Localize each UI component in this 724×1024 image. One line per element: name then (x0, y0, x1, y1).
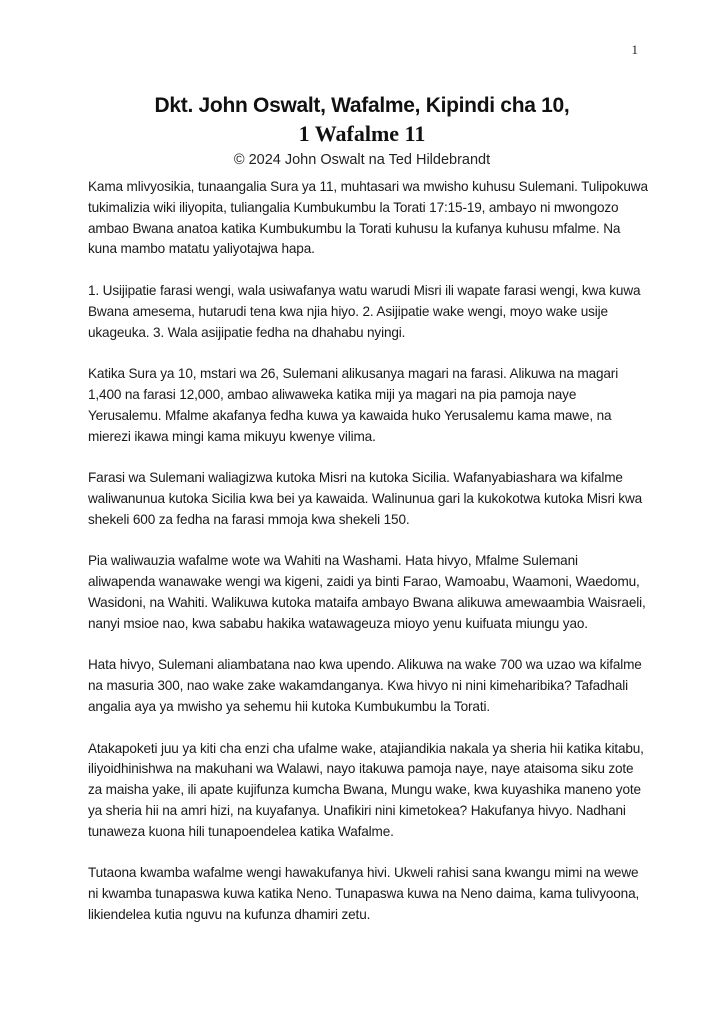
copyright-line: © 2024 John Oswalt na Ted Hildebrandt (233, 152, 491, 168)
document-header (0, 92, 724, 170)
document-body (88, 177, 648, 946)
paragraph-4: Farasi wa Sulemani waliagizwa kutoka Misri na kutoka Sicilia. Wafanyabiashara wa kifalme waliwanunua kutoka Sicilia kwa bei ya kawaida. Walinunua gari la kukokotwa kutoka Misri kwa shekeli 600 za fedha na farasi mmoja kwa shekeli 150. (88, 470, 643, 527)
paragraph-1: Kama mlivyosikia, tunaangalia Sura ya 11, muhtasari wa mwisho kuhusu Sulemani. Tulipokuwa tukimalizia wiki iliyopita, tuliangalia Kumbukumbu la Torati 17:15-19, ambayo ni mwongozo ambao Bwana anatoa katika Kumbukumbu la Torati kuhusu la kufanya kuhusu mfalme. Na kuna mambo matatu yaliyotajwa hapa. (88, 179, 648, 257)
paragraph-3: Katika Sura ya 10, mstari wa 26, Sulemani alikusanya magari na farasi. Alikuwa na magari 1,400 na farasi 12,000, ambao aliwaweka katika miji ya magari na pia pamoja naye Yerusalemu. Mfalme akafanya fedha kuwa ya kawaida huko Yerusalemu kama mawe, na mierezi ikawa mingi kama mikuyu kwenye vilima. (88, 366, 619, 444)
paragraph-6: Hata hivyo, Sulemani aliambatana nao kwa upendo. Alikuwa na wake 700 wa uzao wa kifalme na masuria 300, nao wake zake wakamdanganya. Kwa hivyo ni nini kimeharibika? Tafadhali angalia aya ya mwisho ya sehemu hii kutoka Kumbukumbu la Torati. (88, 657, 642, 714)
paragraph-8: Tutaona kwamba wafalme wengi hawakufanya hivi. Ukweli rahisi sana kwangu mimi na wewe ni kwamba tunapaswa kuwa katika Neno. Tunapaswa kuwa na Neno daima, kama tulivyoona, likiendelea kutia nguvu na kufunza dhamiri zetu. (88, 865, 640, 922)
paragraph-2: 1. Usijipatie farasi wengi, wala usiwafanya watu warudi Misri ili wapate farasi wengi, kwa kuwa Bwana amesema, hutarudi tena kwa njia hiyo. 2. Asijipatie wake wengi, moyo wake usije ukageuka. 3. Wala asijipatie fedha na dhahabu nyingi. (88, 282, 641, 340)
document-subtitle: 1 Wafalme 11 (298, 121, 426, 146)
document-title: Dkt. John Oswalt, Wafalme, Kipindi cha 10, (154, 94, 570, 117)
paragraph-7: Atakapoketi juu ya kiti cha enzi cha ufalme wake, atajiandikia nakala ya sheria hii katika kitabu, iliyoidhinishwa na makuhani wa Walawi, nayo itakuwa pamoja naye, naye ataisoma siku zote za maisha yake, ili apate kujifunza kumcha Bwana, Mungu wake, kwa kuyashika maneno yote ya sheria hii na amri hizi, na kuyafanya. Unafikiri nini kimetokea? Hakufanya hivyo. Nadhani tunaweza kuona hili tunapoendelea katika Wafalme. (88, 740, 644, 839)
page-number: 1 (631, 42, 638, 57)
paragraph-5: Pia waliwauzia wafalme wote wa Wahiti na Washami. Hata hivyo, Mfalme Sulemani aliwapenda wanawake wengi wa kigeni, zaidi ya binti Farao, Wamoabu, Waamoni, Waedomu, Wasidoni, na Wahiti. Walikuwa kutoka mataifa ambayo Bwana alikuwa amewaambia Waisraeli, nanyi msioe nao, kwa sababu hakika watawageuza mioyo yenu kuifuata miungu yao. (88, 553, 646, 631)
